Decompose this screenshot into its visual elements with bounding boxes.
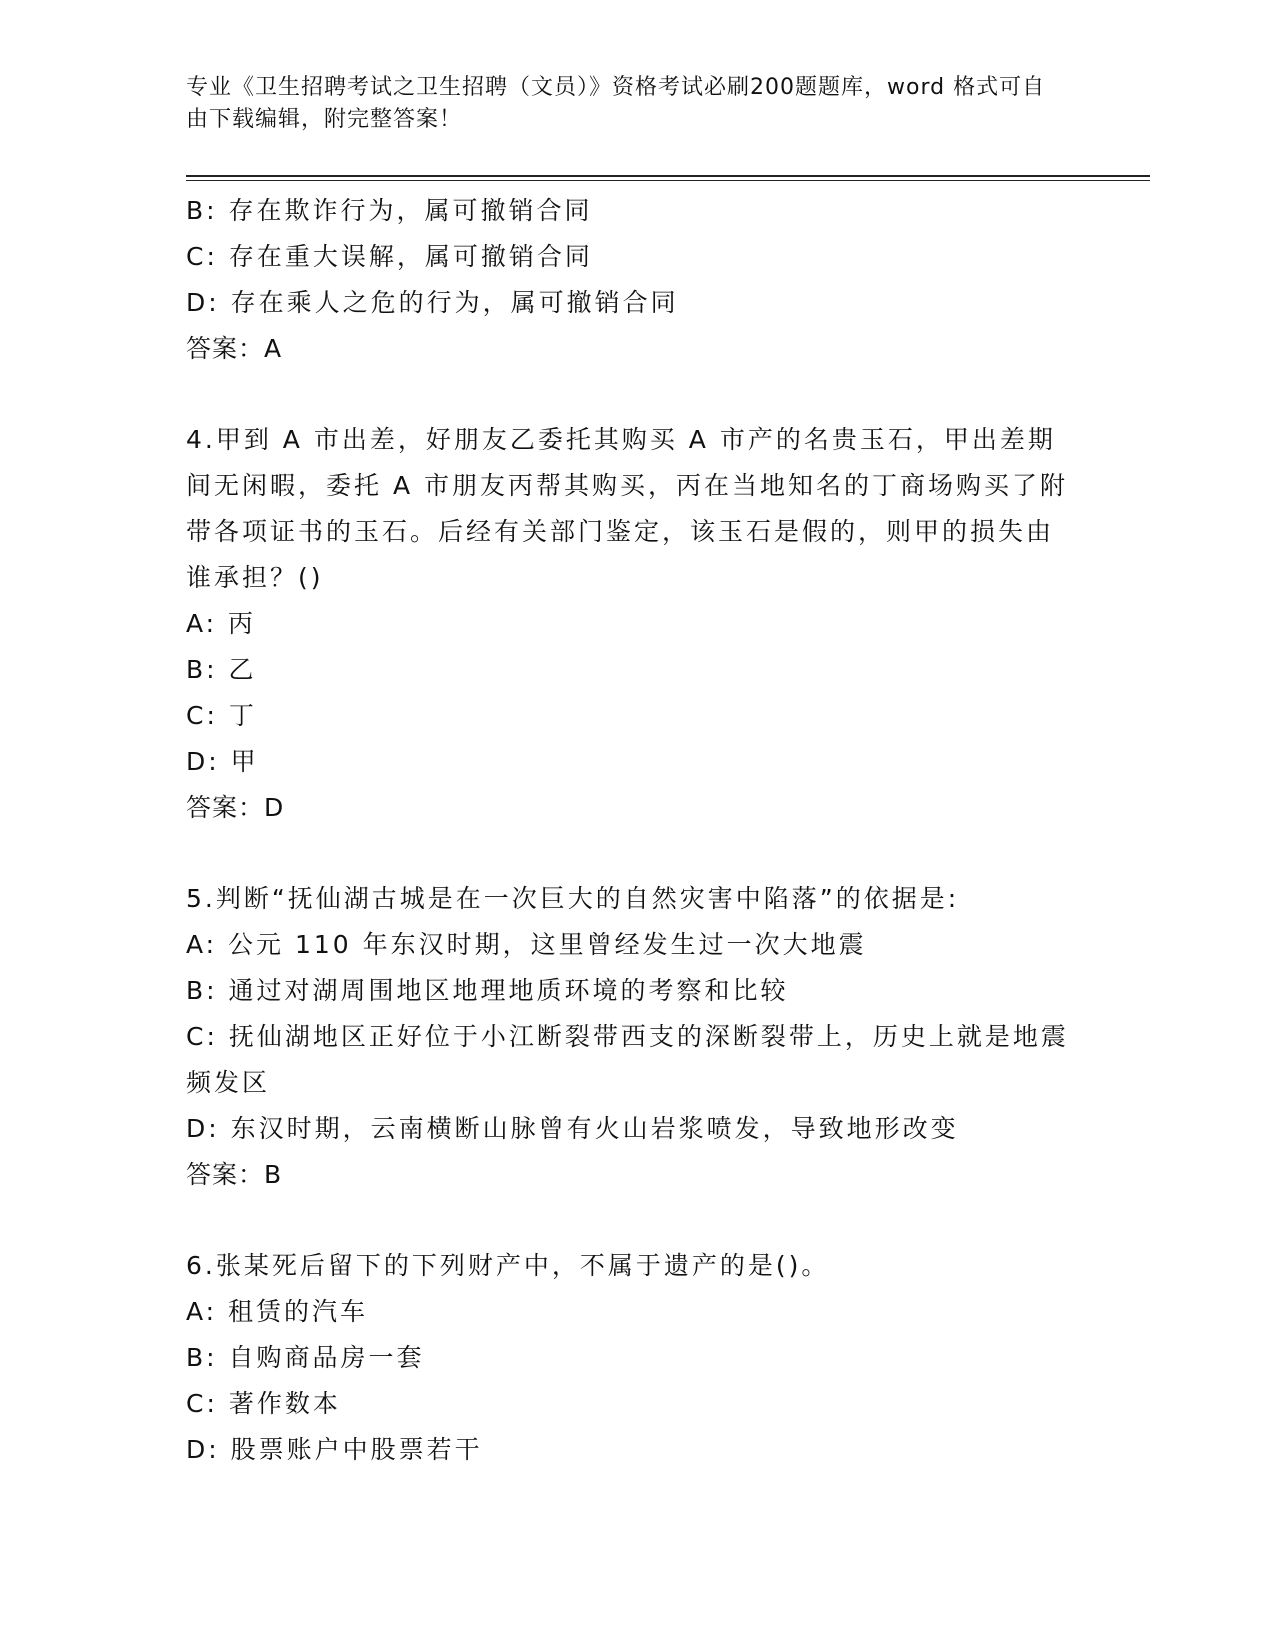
option-c: C: 著作数本	[186, 1389, 341, 1418]
answer: 答案：D	[186, 793, 285, 822]
question-4	[186, 417, 1076, 831]
question-stem: 6.张某死后留下的下列财产中，不属于遗产的是()。	[186, 1251, 830, 1280]
document-header-title: 专业《卫生招聘考试之卫生招聘（文员）》资格考试必刷200题题库，word 格式可自由下载编辑，附完整答案！	[186, 75, 1046, 132]
option-d: D: 存在乘人之危的行为，属可撤销合同	[186, 288, 679, 317]
option-d: D: 甲	[186, 747, 259, 776]
option-d: D: 东汉时期，云南横断山脉曾有火山岩浆喷发，导致地形改变	[186, 1114, 959, 1143]
question-3-tail	[186, 188, 1076, 372]
option-d: D: 股票账户中股票若干	[186, 1435, 483, 1464]
option-c: C: 丁	[186, 701, 257, 730]
question-6	[186, 1243, 1076, 1473]
option-a: A: 公元 110 年东汉时期，这里曾经发生过一次大地震	[186, 930, 867, 959]
option-c: C: 抚仙湖地区正好位于小江断裂带西支的深断裂带上，历史上就是地震频发区	[186, 1022, 1069, 1097]
option-a: A: 租赁的汽车	[186, 1297, 369, 1326]
option-b: B: 自购商品房一套	[186, 1343, 425, 1372]
question-stem: 5.判断“抚仙湖古城是在一次巨大的自然灾害中陷落”的依据是:	[186, 884, 960, 913]
header-divider-thin	[186, 180, 1150, 181]
answer: 答案：A	[186, 334, 283, 363]
option-b: B: 通过对湖周围地区地理地质环境的考察和比较	[186, 976, 789, 1005]
question-5	[186, 876, 1076, 1198]
header-divider-thick	[186, 175, 1150, 177]
answer: 答案：B	[186, 1160, 283, 1189]
question-stem: 4.甲到 A 市出差，好朋友乙委托其购买 A 市产的名贵玉石，甲出差期间无闲暇，委托 A 市朋友丙帮其购买，丙在当地知名的丁商场购买了附带各项证书的玉石。后经有关部门鉴定，该玉石是假的，则甲的损失由谁承担？()	[186, 425, 1068, 592]
option-c: C: 存在重大误解，属可撤销合同	[186, 242, 593, 271]
option-a: A: 丙	[186, 609, 257, 638]
option-b: B: 乙	[186, 655, 257, 684]
option-b: B: 存在欺诈行为，属可撤销合同	[186, 196, 593, 225]
question-list	[186, 188, 1076, 1473]
